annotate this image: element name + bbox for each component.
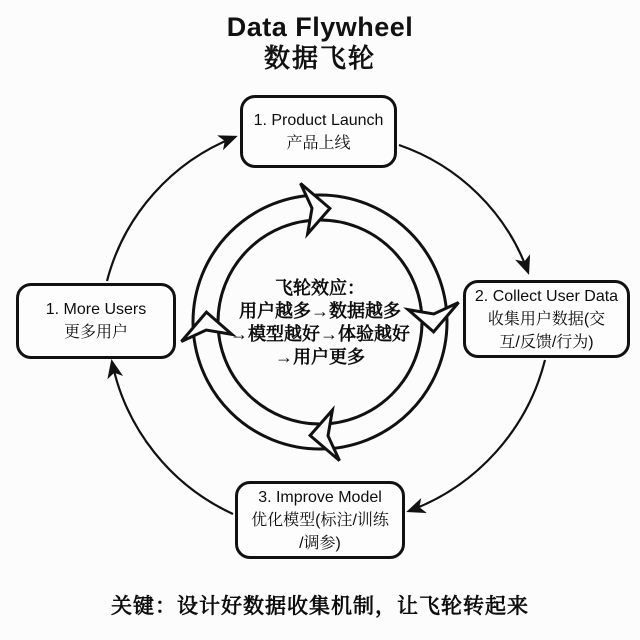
flywheel-effect-line4: →用户更多 bbox=[275, 347, 365, 367]
flywheel-effect-line2: 用户越多→数据越多 bbox=[239, 301, 401, 321]
node-product-launch-line1: 1. Product Launch bbox=[253, 111, 384, 129]
node-collect-user-data-line3: 互/反馈/行为) bbox=[499, 333, 594, 351]
flywheel-effect-line3: →模型越好→体验越好 bbox=[230, 324, 410, 344]
node-improve-model-line1: 3. Improve Model bbox=[258, 488, 382, 506]
node-collect-user-data-line2: 收集用户数据(交 bbox=[487, 310, 606, 328]
node-more-users-line1: 1. More Users bbox=[45, 301, 147, 318]
flywheel-effect-line1: 飞轮效应： bbox=[275, 278, 365, 298]
page-title-zh: 数据飞轮 bbox=[263, 43, 376, 73]
page-title-en: Data Flywheel bbox=[226, 12, 414, 42]
node-more-users bbox=[16, 283, 176, 359]
flywheel-effect-text bbox=[160, 277, 480, 369]
node-collect-user-data-line1: 2. Collect User Data bbox=[474, 287, 619, 305]
node-improve-model bbox=[235, 481, 405, 559]
node-collect-user-data bbox=[463, 280, 630, 358]
node-product-launch-line2: 产品上线 bbox=[286, 134, 351, 152]
node-product-launch bbox=[240, 95, 397, 168]
node-improve-model-line2: 优化模型(标注/训练 bbox=[251, 511, 389, 529]
node-more-users-line2: 更多用户 bbox=[63, 324, 128, 341]
key-takeaway-caption: 关键：设计好数据收集机制，让飞轮转起来 bbox=[111, 595, 529, 618]
node-improve-model-line3: /调参) bbox=[299, 534, 341, 552]
